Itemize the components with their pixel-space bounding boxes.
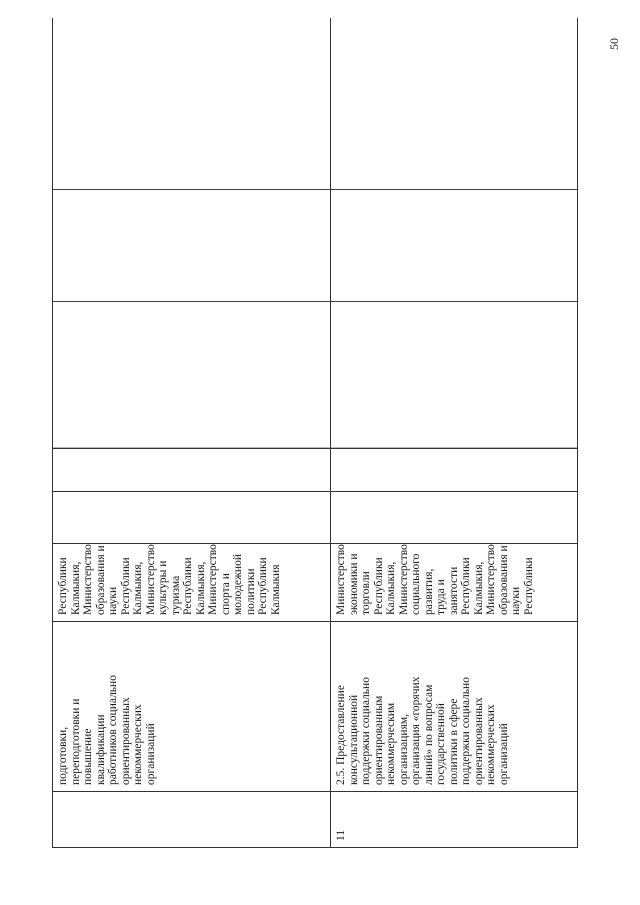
empty-cell xyxy=(331,18,578,190)
table-bottom-border xyxy=(577,18,578,848)
row-number: 11 xyxy=(335,829,347,841)
empty-cell xyxy=(53,302,331,448)
row-number-cell xyxy=(53,792,331,848)
empty-cell xyxy=(331,448,578,492)
executors-text: Министерство экономики и торговли Республики Калмыкия, Министерство социального развития, труда и занятости Республики Калмыкия, Министерство образования и науки Республики xyxy=(335,544,535,615)
task-cell xyxy=(53,622,331,792)
table-row xyxy=(52,18,331,848)
executors-text: Республики Калмыкия, Министерство образования и науки Республики Калмыкия, Министерство культуры и туризма Республики Калмыкия, Министерство спорта и молодежной политики Республики Калмыкия xyxy=(57,544,282,615)
row-number xyxy=(53,792,57,847)
empty-cell xyxy=(53,448,331,492)
task-text: подготовки, переподготовки и повышение квалификации работников социально ориентированных некоммерческих организаций xyxy=(57,675,157,785)
page-number: 50 xyxy=(607,38,621,50)
table-row xyxy=(330,18,578,848)
program-table xyxy=(52,18,577,848)
empty-cell xyxy=(53,18,331,190)
executors-cell xyxy=(331,544,578,622)
executors-cell xyxy=(53,544,331,622)
empty-cell xyxy=(331,302,578,448)
empty-cell xyxy=(53,190,331,302)
row-number-cell xyxy=(331,792,578,848)
task-cell xyxy=(331,622,578,792)
task-text: 2.5. Предоставление консультационной поддержки социально ориентированным некоммерческим организациям, организация «горячих линий» по вопросам государственной политики в сфере поддержки социально ориентированных некоммерческих организаций xyxy=(335,676,510,785)
empty-cell xyxy=(331,492,578,544)
empty-cell xyxy=(331,190,578,302)
empty-cell xyxy=(53,492,331,544)
